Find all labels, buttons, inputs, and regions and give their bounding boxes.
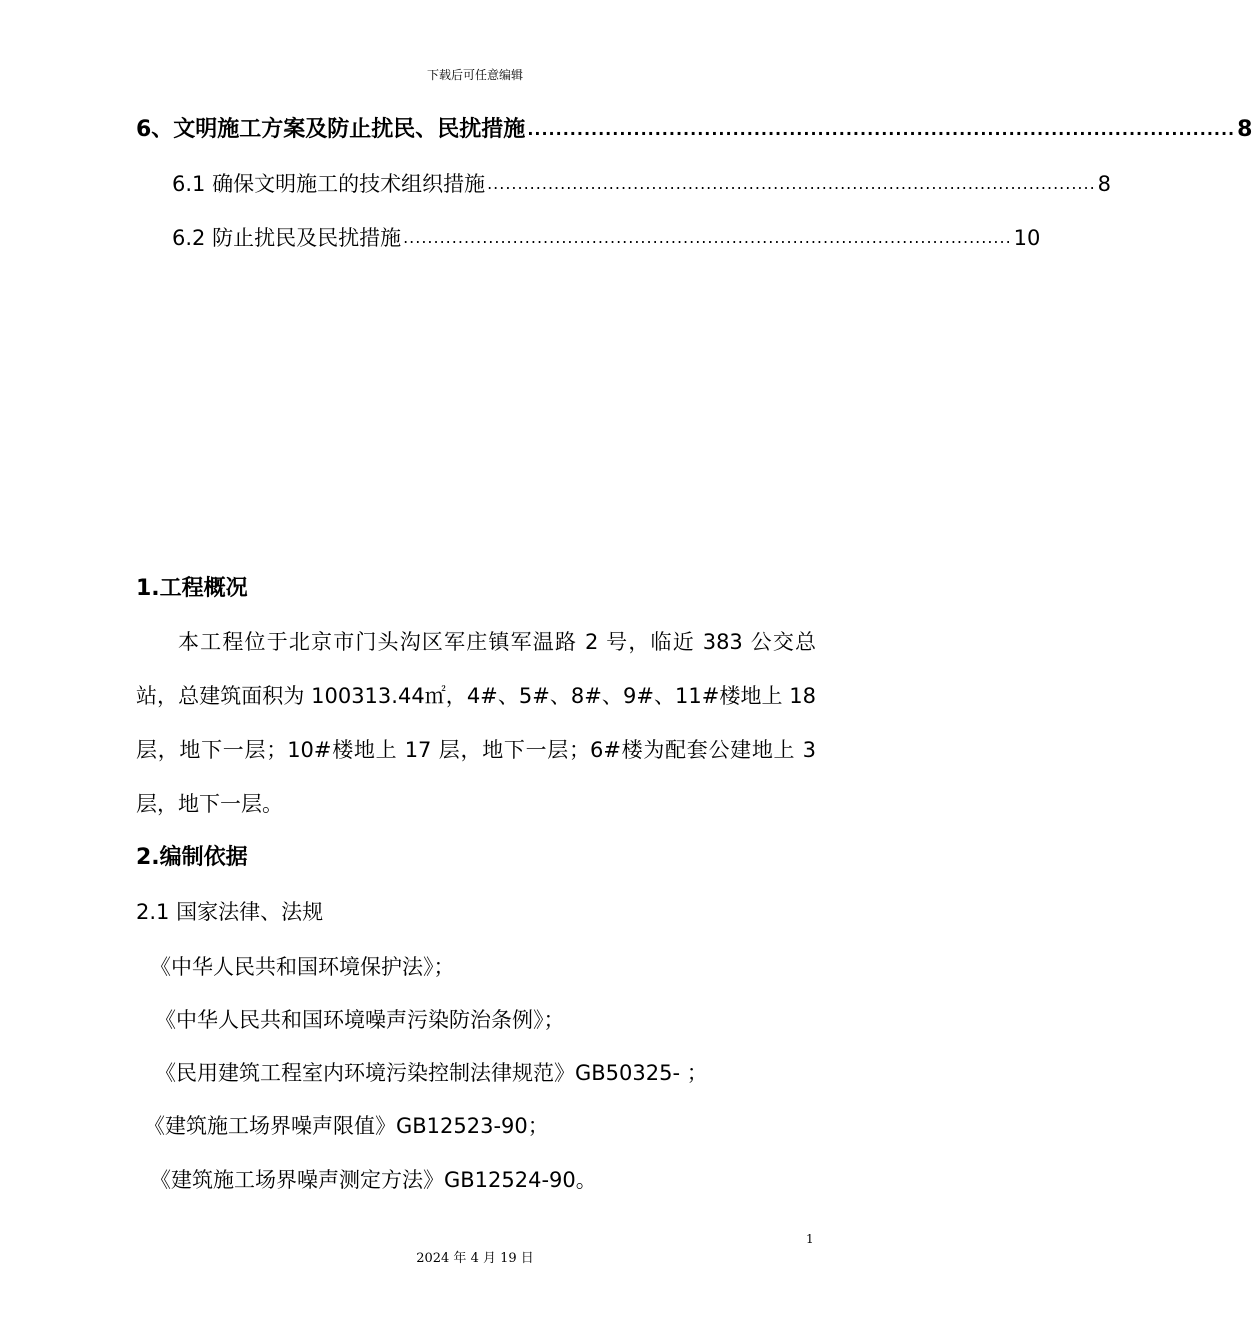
page-footer-date: 2024 年 4 月 19 日 (416, 1251, 534, 1266)
toc-entry-title: 6、文明施工方案及防止扰民、民扰措施 (136, 117, 526, 142)
toc-entry-6[interactable] (136, 117, 1252, 143)
page-header: 下载后可任意编辑 (426, 68, 523, 82)
toc-entry-page: 8 (1237, 117, 1252, 142)
law-item: 《中华人民共和国环境保护法》； (150, 955, 455, 979)
law-item: 《民用建筑工程室内环境污染控制法律规范》GB50325- ； (155, 1061, 708, 1085)
law-item: 《建筑施工场界噪声限值》GB12523-90； (144, 1114, 549, 1138)
toc-entry-page: 8 (1097, 172, 1112, 196)
section-2-1-title: 2.1 国家法律、法规 (136, 900, 324, 924)
law-item: 《中华人民共和国环境噪声污染防治条例》； (155, 1008, 565, 1032)
toc-entry-title: 6.1 确保文明施工的技术组织措施 (172, 172, 486, 196)
toc-entry-title: 6.2 防止扰民及民扰措施 (172, 226, 402, 250)
toc-entry-page: 10 (1013, 226, 1041, 250)
section-2-title: 2.编制依据 (136, 845, 248, 870)
toc-entry-6-1[interactable] (172, 171, 1112, 197)
toc-leader: .................................................................................................... (527, 120, 1236, 139)
page-number: 1 (806, 1232, 814, 1246)
toc-leader: .................................................................................................... (487, 174, 1096, 193)
toc-leader: .................................................................................................... (403, 228, 1012, 247)
section-1-title: 1.工程概况 (136, 576, 248, 601)
toc-entry-6-2[interactable] (172, 225, 1041, 251)
law-item: 《建筑施工场界噪声测定方法》GB12524-90。 (150, 1168, 597, 1192)
section-1-body: 本工程位于北京市门头沟区军庄镇军温路 2 号，临近 383 公交总站，总建筑面积为 100313.44㎡，4#、5#、8#、9#、11#楼地上 18 层，地下一层；10#楼地上 17 层，地下一层；6#楼为配套公建地上 3 层，地下一层。 (136, 630, 816, 816)
